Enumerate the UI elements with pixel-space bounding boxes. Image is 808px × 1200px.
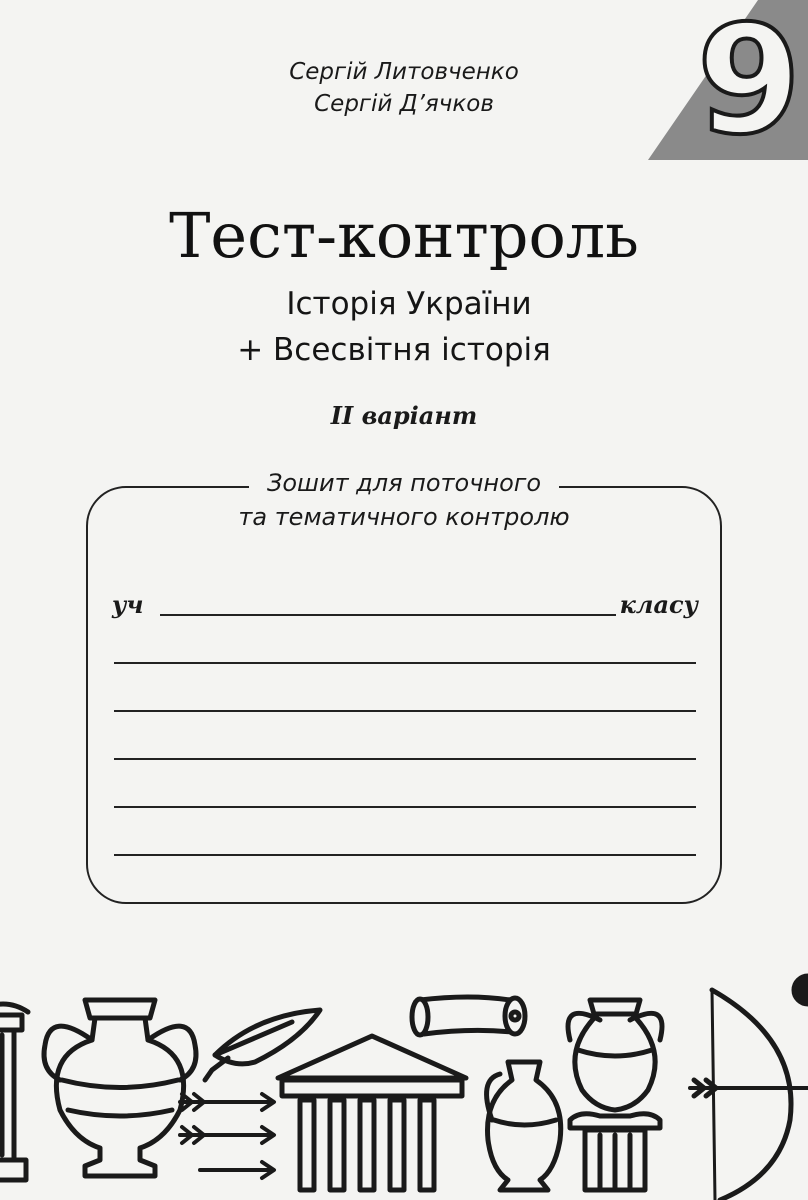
notebook-heading <box>0 466 808 534</box>
scroll-icon <box>412 997 525 1035</box>
notebook-heading-line: та тематичного контролю <box>238 503 570 531</box>
temple-icon <box>278 1036 466 1190</box>
write-line[interactable] <box>114 854 696 856</box>
variant-label: II варіант <box>330 401 478 430</box>
subtitle-line: Історія України <box>286 286 532 322</box>
notebook-frame <box>86 486 722 904</box>
jug-icon <box>487 1062 561 1190</box>
author-name: Сергій Д’ячков <box>314 91 494 117</box>
class-suffix: класу <box>619 590 698 619</box>
write-line[interactable] <box>114 662 696 664</box>
book-title: Тест-контроль <box>169 199 639 272</box>
bow-icon <box>690 976 808 1200</box>
grade-number: 9 <box>696 0 798 168</box>
student-prefix: уч <box>112 590 144 619</box>
subtitle-line: + Всесвітня історія <box>237 332 551 368</box>
write-line[interactable] <box>114 710 696 712</box>
student-name-line[interactable] <box>160 614 616 616</box>
column-icon <box>0 1004 28 1180</box>
write-line[interactable] <box>114 758 696 760</box>
vase-on-pedestal-icon <box>568 1000 662 1190</box>
decor-strip <box>0 970 808 1200</box>
author-name: Сергій Литовченко <box>289 59 519 85</box>
arrows-icon <box>180 1094 274 1178</box>
amphora-icon <box>44 1000 196 1176</box>
authors <box>0 56 808 120</box>
student-field[interactable] <box>112 588 698 622</box>
notebook-heading-line: Зошит для поточного <box>249 466 559 500</box>
write-line[interactable] <box>114 806 696 808</box>
